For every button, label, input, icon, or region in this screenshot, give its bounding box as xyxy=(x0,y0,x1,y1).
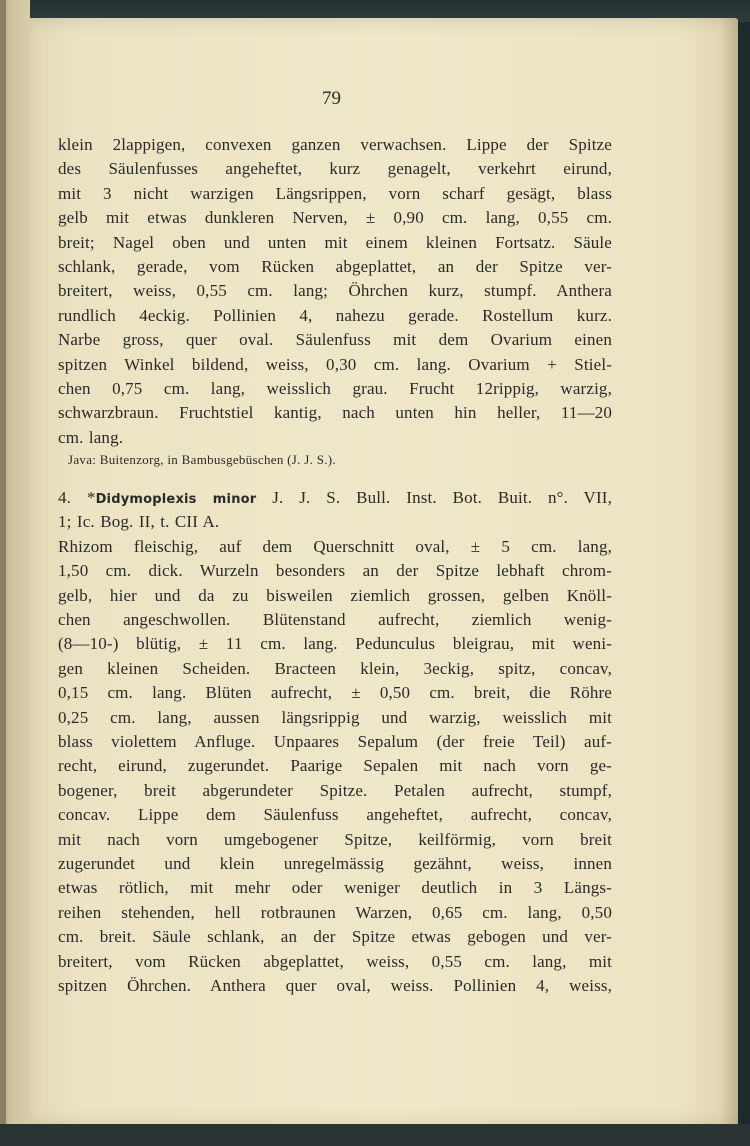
text-line: etwas rötlich, mit mehr oder weniger deutlich in 3 Längs- xyxy=(58,878,612,898)
text-line: schwarzbraun. Fruchtstiel kantig, nach unten hin heller, 11—20 xyxy=(58,403,612,423)
text-line: spitzen Öhrchen. Anthera quer oval, weiss. Pollinien 4, weiss, xyxy=(58,975,612,995)
book-spine xyxy=(0,0,30,1146)
locality-note: Java: Buitenzorg, in Bambusgebüschen (J. J. S.). xyxy=(68,452,336,468)
text-line: 0,15 cm. lang. Blüten aufrecht, ± 0,50 cm. breit, die Röhre xyxy=(58,683,612,703)
text-line: spitzen Winkel bildend, weiss, 0,30 cm. lang. Ovarium + Stiel- xyxy=(58,354,612,374)
text-line: Narbe gross, quer oval. Säulenfuss mit dem Ovarium einen xyxy=(58,330,612,350)
text-line: mit nach vorn umgebogener Spitze, keilförmig, vorn breit xyxy=(58,829,612,849)
text-line: des Säulenfusses angeheftet, kurz genagelt, verkehrt eirund, xyxy=(58,159,612,179)
text-line: bogener, breit abgerundeter Spitze. Petalen aufrecht, stumpf, xyxy=(58,780,612,800)
text-line: reihen stehenden, hell rotbraunen Warzen, 0,65 cm. lang, 0,50 xyxy=(58,902,612,922)
book-spine-edge xyxy=(0,0,6,1146)
text-line: breitert, weiss, 0,55 cm. lang; Öhrchen kurz, stumpf. Anthera xyxy=(58,281,612,301)
text-line: (8—10-) blütig, ± 11 cm. lang. Pedunculus bleigrau, mit weni- xyxy=(58,634,612,654)
text-line: schlank, gerade, vom Rücken abgeplattet, an der Spitze ver- xyxy=(58,256,612,276)
book-binding-bottom xyxy=(0,1124,750,1146)
page-number: 79 xyxy=(322,88,341,109)
text-line: gelb mit etwas dunkleren Nerven, ± 0,90 cm. lang, 0,55 cm. xyxy=(58,208,612,228)
description-paragraph-1 xyxy=(58,133,612,450)
text-line: breit; Nagel oben und unten mit einem kleinen Fortsatz. Säule xyxy=(58,232,612,252)
species-heading xyxy=(58,486,612,535)
text-line: chen angeschwollen. Blütenstand aufrecht, ziemlich wenig- xyxy=(58,610,612,630)
text-line: zugerundet und klein unregelmässig gezähnt, weiss, innen xyxy=(58,853,612,873)
text-line: chen 0,75 cm. lang, weisslich grau. Frucht 12rippig, warzig, xyxy=(58,378,612,398)
text-line: mit 3 nicht warzigen Längsrippen, vorn scharf gesägt, blass xyxy=(58,183,612,203)
header-spacer xyxy=(58,95,612,133)
species-citation-line-2: 1; Ic. Bog. II, t. CII A. xyxy=(58,512,220,532)
page-edge-shadow xyxy=(720,18,738,1126)
text-line: Rhizom fleischig, auf dem Querschnitt oval, ± 5 cm. lang, xyxy=(58,536,612,556)
text-line: rundlich 4eckig. Pollinien 4, nahezu gerade. Rostellum kurz. xyxy=(58,305,612,325)
text-line: recht, eirund, zugerundet. Paarige Sepalen mit nach vorn ge- xyxy=(58,756,612,776)
description-paragraph-2 xyxy=(58,535,612,998)
text-line: cm. lang. xyxy=(58,427,124,447)
species-citation-line xyxy=(58,486,612,510)
text-line: cm. breit. Säule schlank, an der Spitze etwas gebogen und ver- xyxy=(58,927,612,947)
text-line: 0,25 cm. lang, aussen längsrippig und warzig, weisslich mit xyxy=(58,707,612,727)
text-line: gen kleinen Scheiden. Bracteen klein, 3eckig, spitz, concav, xyxy=(58,658,612,678)
text-line: klein 2lappigen, convexen ganzen verwachsen. Lippe der Spitze xyxy=(58,135,612,154)
text-line: breitert, vom Rücken abgeplattet, weiss, 0,55 cm. lang, mit xyxy=(58,951,612,971)
text-line: 1,50 cm. dick. Wurzeln besonders an der Spitze lebhaft chrom- xyxy=(58,561,612,581)
species-name: Didymoplexis minor xyxy=(95,492,257,508)
text-line: gelb, hier und da zu bisweilen ziemlich grossen, gelben Knöll- xyxy=(58,585,612,605)
species-citation: J. J. S. Bull. Inst. Bot. Buit. n°. VII, xyxy=(256,488,613,508)
species-number: 4. * xyxy=(58,488,96,508)
text-line: blass violettem Anfluge. Unpaares Sepalum (der freie Teil) auf- xyxy=(58,731,612,751)
text-line: concav. Lippe dem Säulenfuss angeheftet, aufrecht, concav, xyxy=(58,805,612,825)
page-text xyxy=(58,95,612,998)
